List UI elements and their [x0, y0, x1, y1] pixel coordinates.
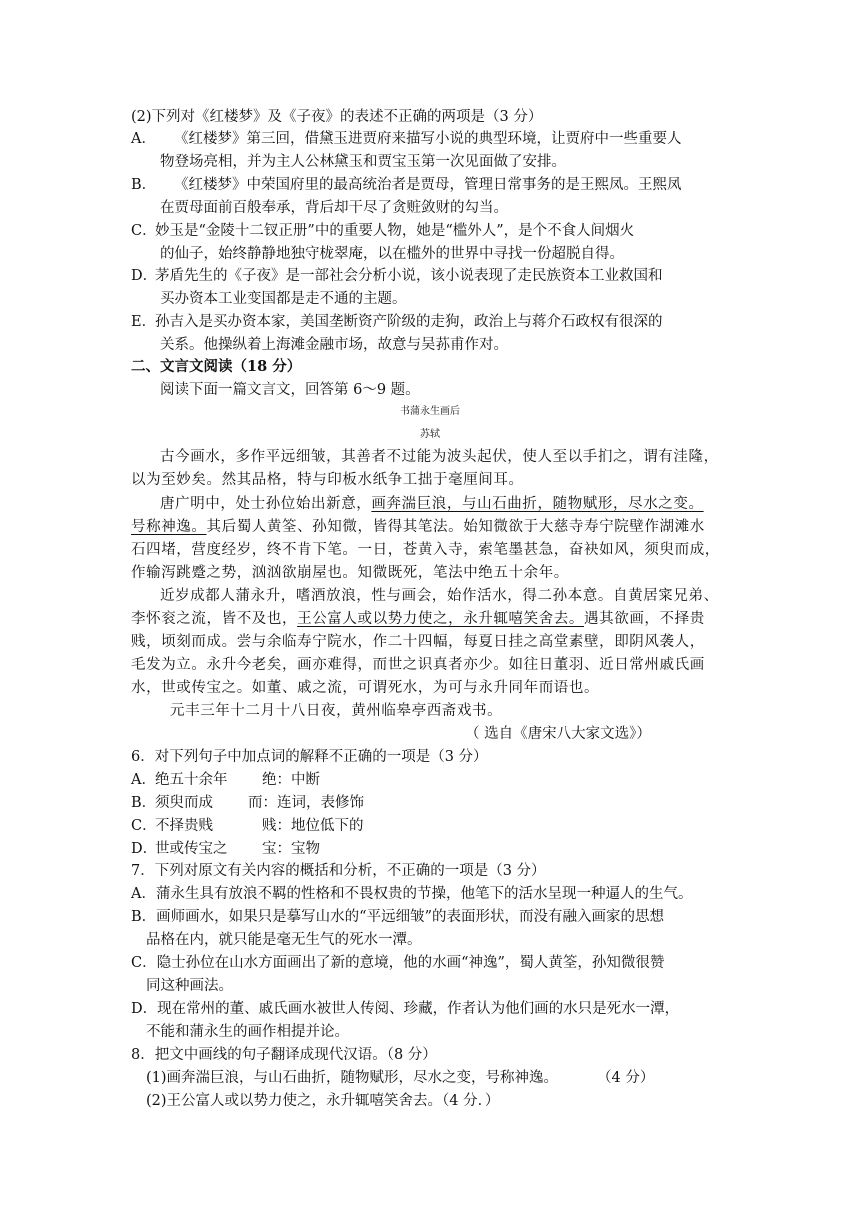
q8-sentence-2: (2)王公富人或以势力使之，永升辄嘻笑舍去。（4 分．）: [146, 1093, 500, 1109]
q6-option-c-phrase: 不择贵贱: [155, 818, 213, 834]
q6-option-c-gloss: 贱：地位低下的: [262, 818, 364, 834]
essay-p1-line2: 以为至妙矣。然其品格，特与印板水纸争工拙于毫厘间耳。: [131, 472, 524, 488]
q5-option-a-line1: 《红楼梦》第三回，借黛玉进贾府来描写小说的典型环境，让贾府中一些重要人: [174, 131, 682, 147]
q7-stem: 7．下列对原文有关内容的概括和分析，不正确的一项是（3 分）: [131, 863, 546, 879]
q7-option-a: A．蒲永生具有放浪不羁的性格和不畏权贵的节操，他笔下的活水呈现一种逼人的生气。: [131, 886, 693, 902]
q6-option-d-phrase: 世或传宝之: [155, 841, 228, 857]
q5-option-d-line2: 买办资本工业变国都是走不通的主题。: [160, 291, 407, 307]
q5-option-c-line2: 的仙子，始终静静地独守栊翠庵，以在槛外的世界中寻找一份超脱自得。: [160, 246, 624, 262]
q5-option-d-letter: D．: [131, 268, 158, 284]
essay-p2-line2-text: 其后蜀人黄筌、孙知微，皆得其笔法。始知微欲于大慈寺寿宁院壁作湖滩水: [206, 519, 705, 535]
q6-option-a-letter: A．: [131, 772, 156, 788]
essay-title: 书蒲永生画后: [400, 406, 460, 417]
q5-option-b-line1: 《红楼梦》中荣国府里的最高统治者是贾母，管理日常事务的是王熙凤。王熙凤: [174, 177, 682, 193]
q7-option-b-line1: B．画师画水，如果只是摹写山水的“平远细皱”的表面形状，而没有融入画家的思想: [131, 909, 664, 925]
q5-option-e-line1: 孙吉入是买办资本家，美国垄断资产阶级的走狗，政治上与蒋介石政权有很深的: [155, 314, 663, 330]
essay-p2-line1: [160, 493, 704, 515]
essay-p3-line2: [131, 608, 705, 630]
section-intro: 阅读下面一篇文言文，回答第 6～9 题。: [160, 382, 420, 398]
q8-stem: 8．把文中画线的句子翻译成现代汉语。（8 分）: [131, 1047, 437, 1063]
q5-option-b-letter: B．: [131, 177, 157, 193]
q7-option-d-line2: 不能和蒲永生的画作相提并论。: [146, 1024, 349, 1040]
q6-stem: 6．对下列句子中加点词的解释不正确的一项是（3 分）: [131, 749, 488, 765]
q6-option-b-letter: B．: [131, 795, 157, 811]
q6-option-d-letter: D．: [131, 841, 158, 857]
essay-p3-line1: 近岁成都人蒲永升，嗜酒放浪，性与画会，始作活水，得二孙本意。自黄居寀兄弟、: [160, 588, 719, 604]
underlined-sentence-1a: 画奔湍巨浪，与山石曲折，随物赋形，尽水之变。: [371, 496, 704, 512]
q7-option-b-line2: 品格在内，就只能是毫无生气的死水一潭。: [146, 932, 422, 948]
essay-p2-line3: 石四堵，营度经岁，终不肯下笔。一日，苍黄入寺，索笔墨甚急，奋袂如风，须臾而成，: [131, 542, 720, 558]
q6-option-c-letter: C．: [131, 818, 157, 834]
essay-p2-line4: 作输泻跳蹙之势，汹汹欲崩屋也。知微既死，笔法中绝五十余年。: [131, 565, 569, 581]
essay-p2-line1-text: 唐广明中，处士孙位始出新意，: [160, 496, 372, 512]
q6-option-a-phrase: 绝五十余年: [155, 772, 228, 788]
q6-option-b-phrase: 须臾而成: [155, 795, 213, 811]
q5-option-c-letter: C．: [131, 223, 157, 239]
q8-sentence-1-score: （4 分）: [597, 1070, 655, 1086]
essay-dateline: 元丰三年十二月十八日夜，黄州临皋亭西斋戏书。: [170, 703, 503, 719]
q5-option-c-line1: 妙玉是“金陵十二钗正册”中的重要人物，她是“槛外人”，是个不食人间烟火: [155, 223, 635, 239]
essay-p3-line2-post: 遇其欲画，不择贵: [584, 611, 705, 627]
q5-stem: (2)下列对《红楼梦》及《子夜》的表述不正确的两项是（3 分）: [131, 109, 543, 125]
q5-option-e-letter: E．: [131, 314, 157, 330]
q5-option-e-line2: 关系。他操纵着上海滩金融市场，故意与吴荪甫作对。: [160, 337, 508, 353]
section-heading: 二、文言文阅读（18 分）: [131, 358, 302, 375]
essay-p2-line2: [131, 516, 705, 538]
underlined-sentence-2: 王公富人或以势力使之，永升辄嘻笑舍去。: [297, 611, 585, 627]
essay-p3-line2-pre: 李怀衮之流，皆不及也，: [131, 611, 298, 627]
essay-source: （ 选自《唐宋八大家文选》）: [465, 726, 651, 742]
q8-sentence-1: (1)画奔湍巨浪，与山石曲折，随物赋形，尽水之变，号称神逸。: [146, 1070, 559, 1086]
q6-option-b-gloss: 而：连词，表修饰: [248, 795, 364, 811]
q6-option-d-gloss: 宝：宝物: [262, 841, 320, 857]
essay-p3-line5: 水，世或传宝之。如董、戚之流，可谓死水，为可与永升同年而语也。: [131, 680, 600, 696]
essay-p3-line4: 毛发为立。永升今老矣，画亦难得，而世之识真者亦少。如往日董羽、近日常州戚氏画: [131, 657, 705, 673]
q5-option-b-line2: 在贾母面前百般奉承，背后却干尽了贪赃敛财的勾当。: [160, 200, 508, 216]
q7-option-c-line2: 同这种画法。: [146, 978, 233, 994]
q5-option-d-line1: 茅盾先生的《子夜》是一部社会分析小说，该小说表现了走民族资本工业救国和: [155, 268, 663, 284]
q6-option-a-gloss: 绝：中断: [262, 772, 320, 788]
essay-p3-line3: 贱，顷刻而成。尝与余临寿宁院水，作二十四幅，每夏日挂之高堂素壁，即阴风袭人，: [131, 634, 705, 650]
essay-p1-line1: 古今画水，多作平远细皱，其善者不过能为波头起伏，使人至以手扪之，谓有洼隆，: [160, 449, 719, 465]
q5-option-a-line2: 物登场亮相，并为主人公林黛玉和贾宝玉第一次见面做了安排。: [160, 154, 566, 170]
q7-option-d-line1: D．现在常州的董、戚氏画水被世人传阅、珍藏，作者认为他们画的水只是死水一潭，: [131, 1001, 680, 1017]
essay-author: 苏轼: [420, 429, 440, 440]
q5-option-a-letter: A．: [131, 131, 156, 147]
underlined-sentence-1b: 号称神逸。: [131, 519, 207, 535]
q7-option-c-line1: C．隐士孙位在山水方面画出了新的意境，他的水画“神逸”，蜀人黄筌，孙知微很赞: [131, 955, 665, 971]
